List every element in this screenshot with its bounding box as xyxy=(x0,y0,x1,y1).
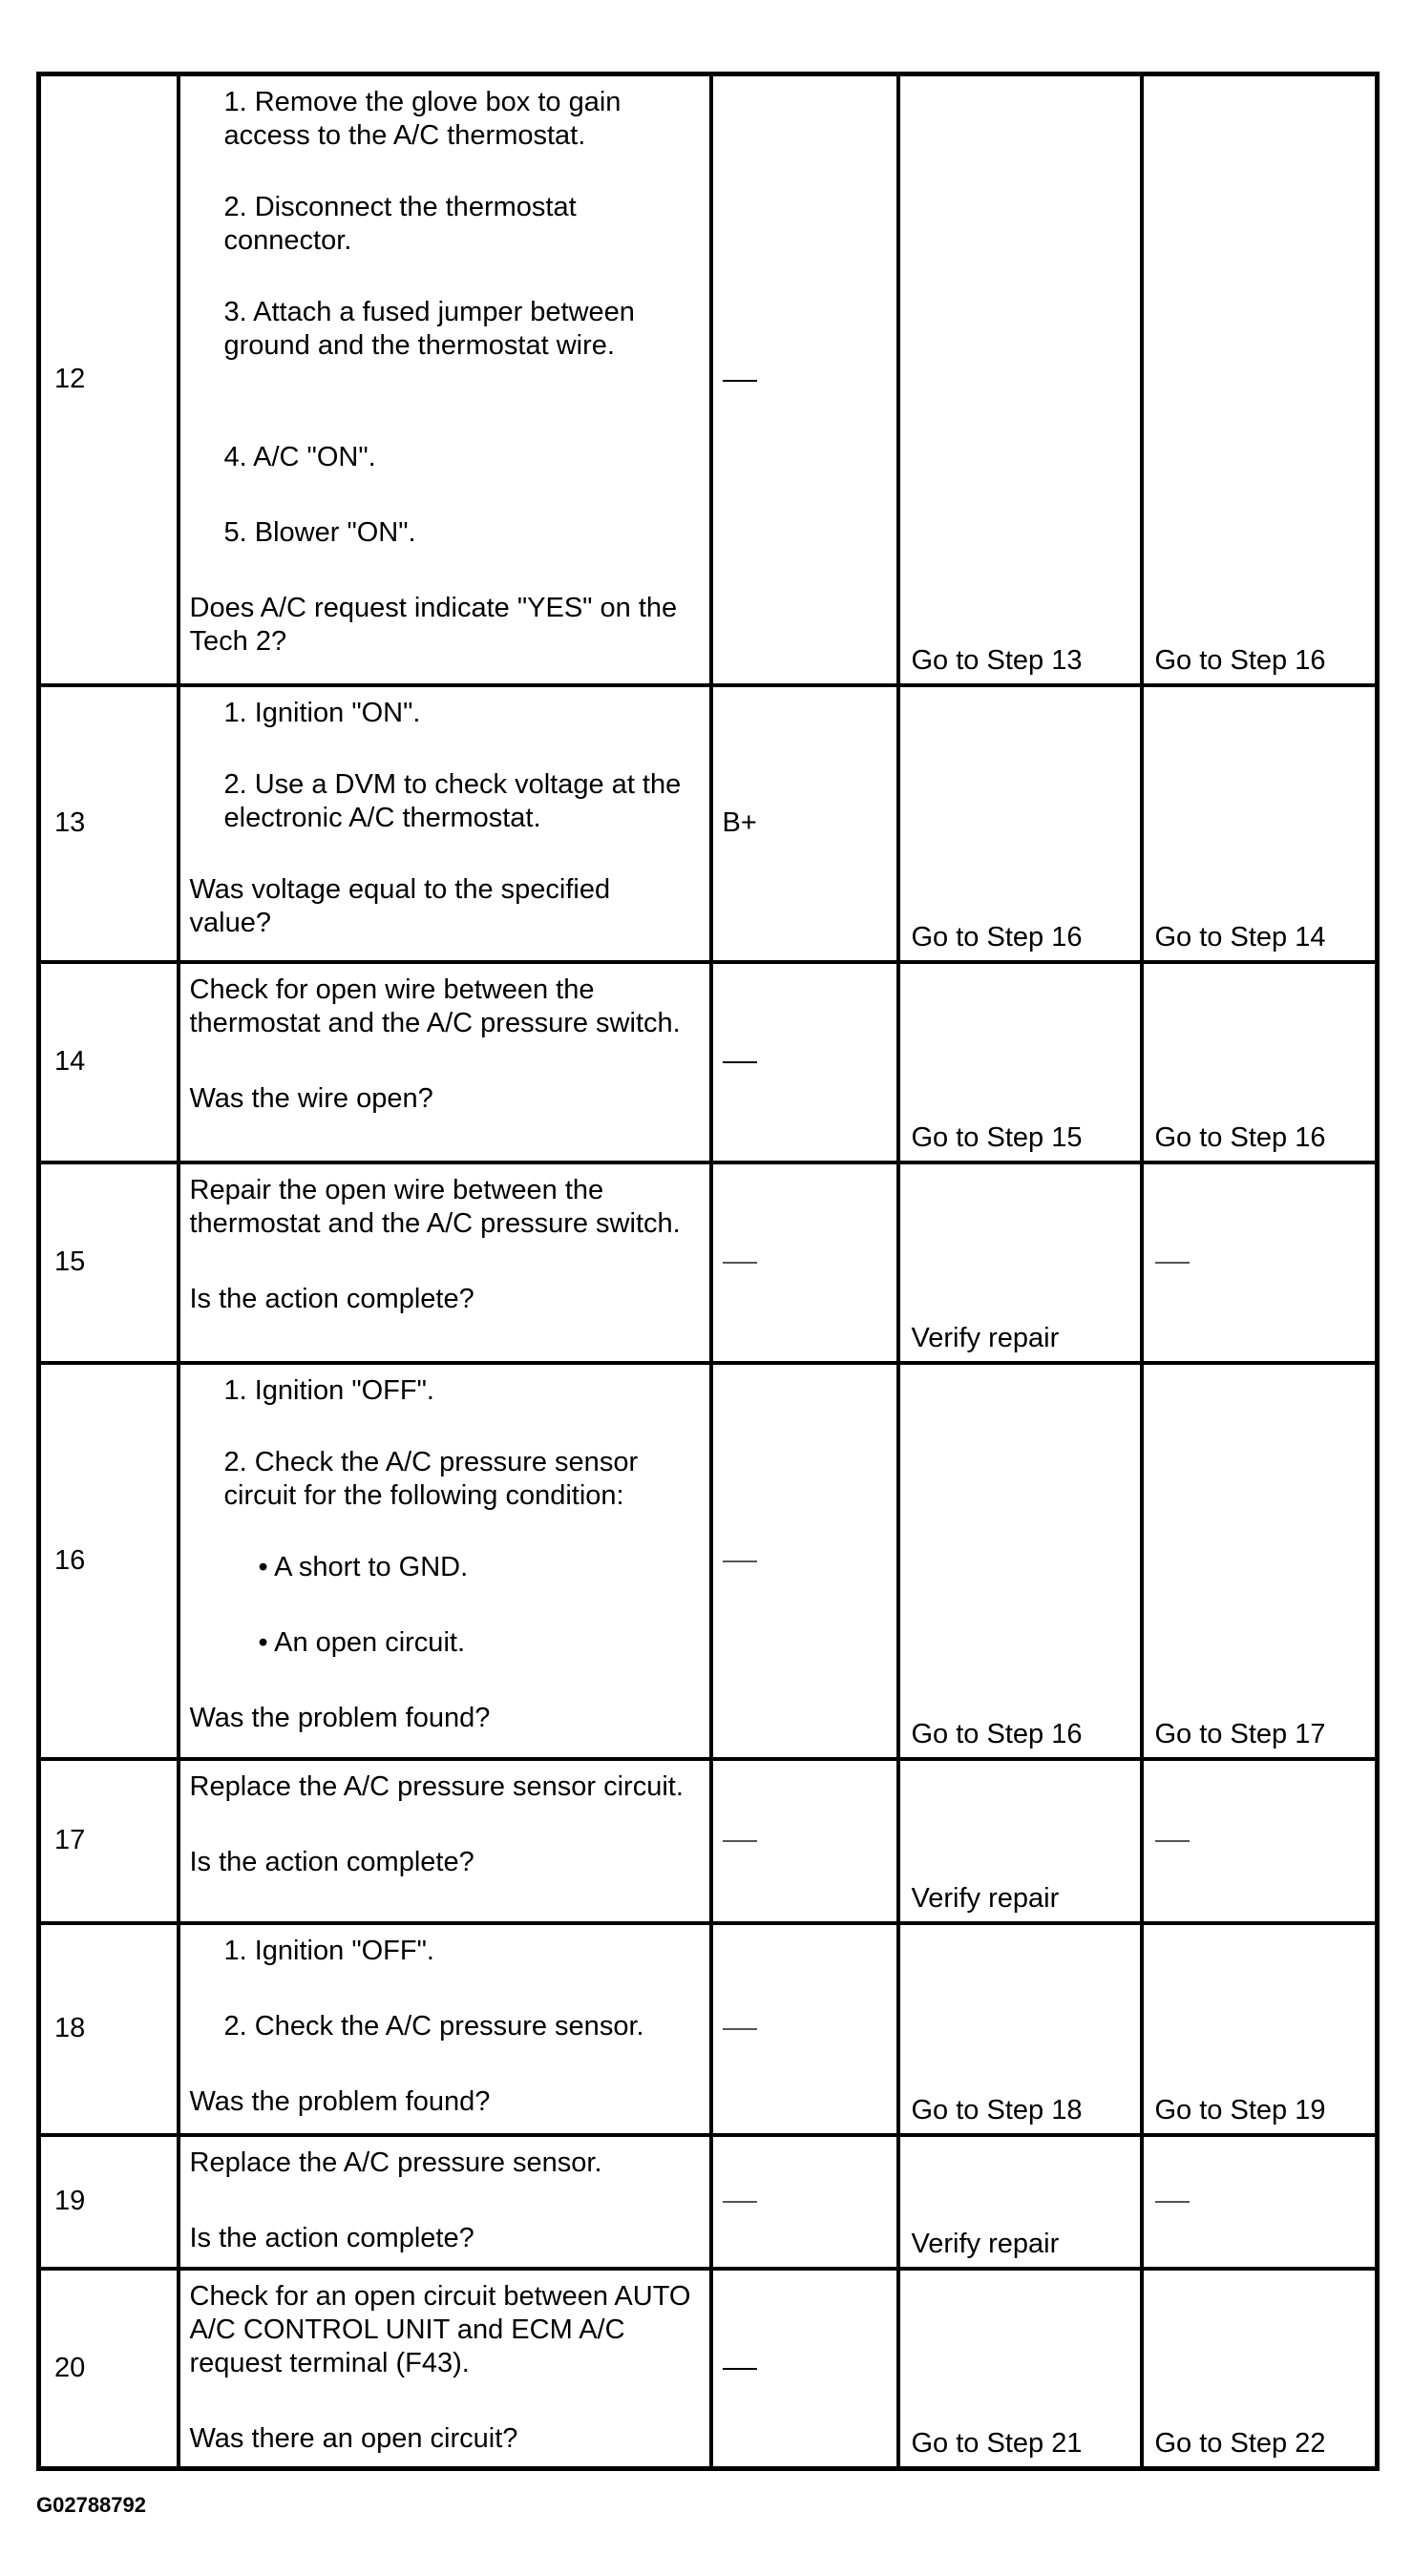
action-text: Replace the A/C pressure sensor. xyxy=(189,2147,602,2178)
action-question: Was voltage equal to the specified value? xyxy=(189,873,611,938)
step-number: 20 xyxy=(39,2269,179,2469)
action-substep: 1. Ignition "ON". xyxy=(223,697,421,728)
action-bullet: • A short to GND. xyxy=(258,1551,469,1582)
action-cell xyxy=(179,1363,711,1759)
action-cell xyxy=(179,2135,711,2269)
yes-result: Verify repair xyxy=(898,2135,1142,2269)
yes-result: Verify repair xyxy=(898,1759,1142,1923)
action-cell xyxy=(179,2269,711,2469)
empty-value-dash xyxy=(1155,2201,1190,2203)
value-cell xyxy=(711,74,898,685)
value-cell xyxy=(711,2269,898,2469)
action-substep: 1. Remove the glove box to gain access to the A/C thermostat. xyxy=(223,87,622,151)
table-row xyxy=(39,1759,1378,1923)
action-question: Is the action complete? xyxy=(189,1846,474,1877)
action-question: Is the action complete? xyxy=(189,2222,474,2253)
table-row xyxy=(39,1162,1378,1363)
action-cell xyxy=(179,74,711,685)
empty-value-dash xyxy=(723,2028,757,2030)
action-text: Repair the open wire between the thermostat and the A/C pressure switch. xyxy=(189,1174,681,1239)
value-cell xyxy=(711,1759,898,1923)
table-row xyxy=(39,962,1378,1162)
action-cell xyxy=(179,1923,711,2135)
diagnostic-table-sheet xyxy=(36,72,1375,2471)
empty-value-dash xyxy=(723,1560,757,1562)
yes-result: Verify repair xyxy=(898,1162,1142,1363)
no-result: Go to Step 16 xyxy=(1142,962,1378,1162)
no-result: Go to Step 22 xyxy=(1142,2269,1378,2469)
step-number: 14 xyxy=(39,962,179,1162)
empty-value-dash xyxy=(1155,1840,1190,1842)
action-cell xyxy=(179,962,711,1162)
action-question: Does A/C request indicate "YES" on the Tech 2? xyxy=(189,593,678,657)
value-cell: B+ xyxy=(711,685,898,962)
no-result: Go to Step 16 xyxy=(1142,74,1378,685)
empty-value-dash xyxy=(723,2201,757,2203)
figure-id-caption: G02788792 xyxy=(36,2493,146,2517)
action-substep: 2. Use a DVM to check voltage at the electronic A/C thermostat. xyxy=(223,768,682,833)
action-substep: 4. A/C "ON". xyxy=(223,442,376,472)
action-question: Is the action complete? xyxy=(189,1283,474,1314)
no-result: Go to Step 14 xyxy=(1142,685,1378,962)
yes-result: Go to Step 18 xyxy=(898,1923,1142,2135)
action-substep: 2. Check the A/C pressure sensor. xyxy=(223,2010,644,2042)
step-number: 15 xyxy=(39,1162,179,1363)
action-substep: 1. Ignition "OFF". xyxy=(223,1374,434,1406)
empty-value-dash xyxy=(723,1262,757,1264)
action-substep: 2. Disconnect the thermostat connector. xyxy=(223,192,577,256)
no-result: Go to Step 19 xyxy=(1142,1923,1378,2135)
yes-result: Go to Step 16 xyxy=(898,685,1142,962)
table-row xyxy=(39,685,1378,962)
action-question: Was there an open circuit? xyxy=(189,2422,518,2454)
action-cell xyxy=(179,1759,711,1923)
empty-value-dash xyxy=(723,380,757,382)
table-row xyxy=(39,1923,1378,2135)
action-substep: 5. Blower "ON". xyxy=(223,517,416,548)
action-substep: 3. Attach a fused jumper between ground and the thermostat wire. xyxy=(223,297,635,361)
value-cell xyxy=(711,1923,898,2135)
table-row xyxy=(39,74,1378,685)
table-row xyxy=(39,2269,1378,2469)
no-result: Go to Step 17 xyxy=(1142,1363,1378,1759)
value-cell xyxy=(711,962,898,1162)
action-question: Was the problem found? xyxy=(189,2085,491,2117)
action-text: Replace the A/C pressure sensor circuit. xyxy=(189,1770,684,1802)
empty-value-dash xyxy=(723,2368,757,2370)
step-number: 13 xyxy=(39,685,179,962)
step-number: 16 xyxy=(39,1363,179,1759)
table-row xyxy=(39,2135,1378,2269)
empty-value-dash xyxy=(723,1061,757,1063)
action-text: Check for open wire between the thermostat and the A/C pressure switch. xyxy=(189,974,681,1038)
action-bullet: • An open circuit. xyxy=(258,1626,465,1658)
yes-result: Go to Step 16 xyxy=(898,1363,1142,1759)
action-question: Was the wire open? xyxy=(189,1082,433,1114)
step-number: 12 xyxy=(39,74,179,685)
no-result xyxy=(1142,1162,1378,1363)
action-question: Was the problem found? xyxy=(189,1702,491,1733)
table-row xyxy=(39,1363,1378,1759)
no-result xyxy=(1142,2135,1378,2269)
yes-result: Go to Step 15 xyxy=(898,962,1142,1162)
action-text: Check for an open circuit between AUTO A/C CONTROL UNIT and ECM A/C request terminal (F43). xyxy=(189,2280,691,2378)
empty-value-dash xyxy=(723,1840,757,1842)
value-cell xyxy=(711,1162,898,1363)
empty-value-dash xyxy=(1155,1262,1190,1264)
diagnostic-table xyxy=(36,72,1380,2471)
step-number: 17 xyxy=(39,1759,179,1923)
step-number: 19 xyxy=(39,2135,179,2269)
value-cell xyxy=(711,2135,898,2269)
action-cell xyxy=(179,685,711,962)
yes-result: Go to Step 21 xyxy=(898,2269,1142,2469)
yes-result: Go to Step 13 xyxy=(898,74,1142,685)
no-result xyxy=(1142,1759,1378,1923)
action-cell xyxy=(179,1162,711,1363)
value-cell xyxy=(711,1363,898,1759)
action-substep: 1. Ignition "OFF". xyxy=(223,1935,434,1966)
action-substep: 2. Check the A/C pressure sensor circuit for the following condition: xyxy=(223,1446,639,1511)
step-number: 18 xyxy=(39,1923,179,2135)
